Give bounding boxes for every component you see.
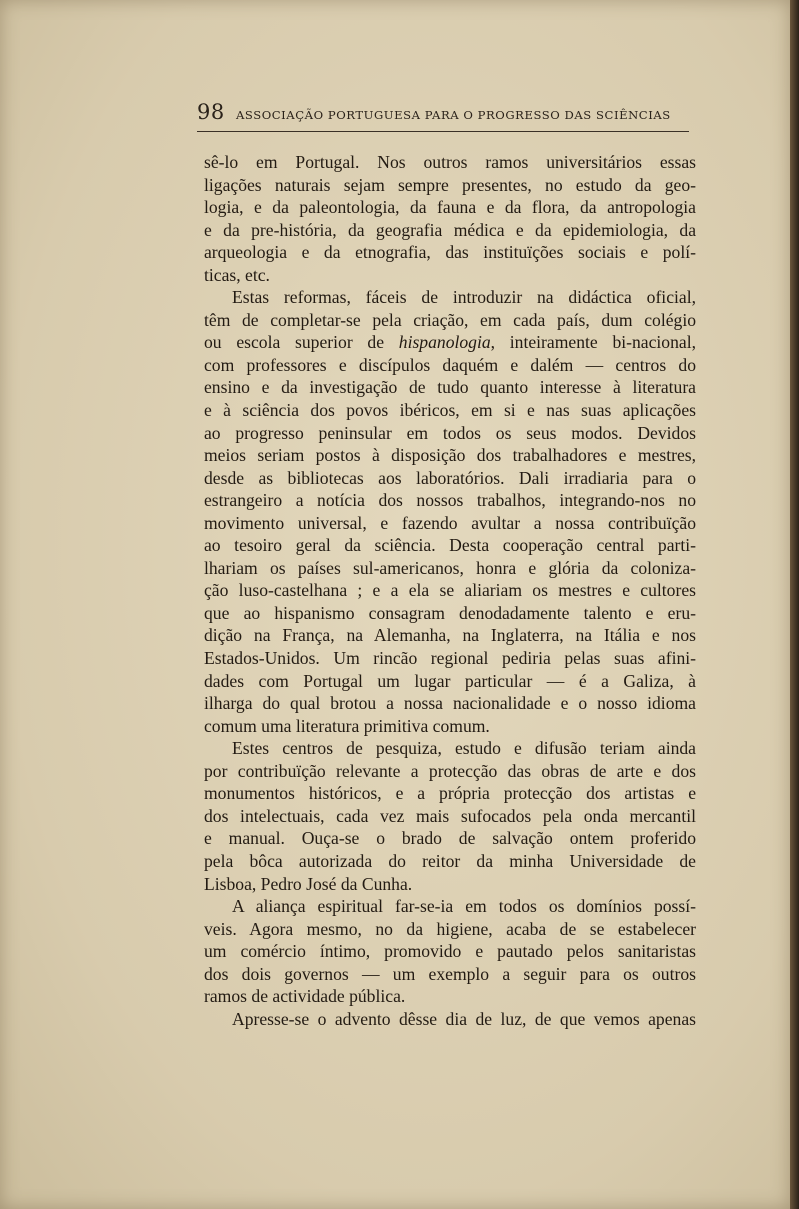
text-line: ção luso-castelhana ; e a ela se aliariam os mestres e cultores <box>204 580 696 601</box>
text-line: estrangeiro a notícia dos nossos trabalhos, integrando-nos no <box>204 490 696 511</box>
text-line: e à sciência dos povos ibéricos, em si e nas suas aplicações <box>204 400 696 421</box>
text-line: logia, e da paleontologia, da fauna e da flora, da antropologia <box>204 197 696 218</box>
text-line: Estes centros de pesquiza, estudo e difusão teriam ainda <box>232 738 696 759</box>
text-line: ao tesoiro geral da sciência. Desta cooperação central parti- <box>204 535 696 556</box>
text-line: comum uma literatura primitiva comum. <box>204 715 490 736</box>
page-edge <box>790 0 799 1209</box>
text-line: arqueologia e da etnografia, das instituïções sociais e polí- <box>204 242 696 263</box>
text-line: A aliança espiritual far-se-ia em todos os domínios possí- <box>232 896 696 917</box>
text-line: ilharga do qual brotou a nossa nacionalidade e o nosso idioma <box>204 693 696 714</box>
text-line: ao progresso peninsular em todos os seus modos. Devidos <box>204 422 696 443</box>
text-line: movimento universal, e fazendo avultar a nossa contribuïção <box>204 512 696 533</box>
text-line: que ao hispanismo consagram denodadamente talento e eru- <box>204 602 696 623</box>
text-line: pela bôca autorizada do reitor da minha Universidade de <box>204 850 696 871</box>
text-line: monumentos históricos, e a própria protecção dos artistas e <box>204 783 696 804</box>
text-line: ticas, etc. <box>204 264 270 285</box>
text-line: lhariam os países sul-americanos, honra e glória da coloniza- <box>204 557 696 578</box>
text-line: desde as bibliotecas aos laboratórios. Dali irradiaria para o <box>204 467 696 488</box>
text-line: têm de completar-se pela criação, em cada país, dum colégio <box>204 309 696 330</box>
page-number: 98 <box>197 100 225 124</box>
header-rule <box>197 131 689 132</box>
text-line: sê-lo em Portugal. Nos outros ramos universitários essas <box>204 152 696 172</box>
text-line: dos intelectuais, cada vez mais sufocados pela onda mercantil <box>204 805 696 826</box>
text-line: Estas reformas, fáceis de introduzir na didáctica oficial, <box>232 287 696 308</box>
text-line: meios seriam postos à disposição dos trabalhadores e mestres, <box>204 445 696 466</box>
text-line: dos dois governos — um exemplo a seguir para os outros <box>204 963 696 984</box>
text-line: ou escola superior de hispanologia, inteiramente bi-nacional, <box>204 332 696 353</box>
text-line: e da pre-história, da geografia médica e da epidemiologia, da <box>204 219 696 240</box>
text-line: veis. Agora mesmo, no da higiene, acaba de se estabelecer <box>204 918 696 939</box>
running-title: ASSOCIAÇÃO PORTUGUESA PARA O PROGRESSO DAS SCIÊNCIAS <box>236 108 671 122</box>
text-line: ramos de actividade pública. <box>204 986 406 1007</box>
text-line: por contribuïção relevante a protecção das obras de arte e dos <box>204 760 696 781</box>
text-line: ligações naturais sejam sempre presentes, no estudo da geo- <box>204 174 696 195</box>
text-line: com professores e discípulos daquém e dalém — centros do <box>204 354 696 375</box>
text-line: Estados-Unidos. Um rincão regional pediria pelas suas afini- <box>204 648 696 669</box>
italic-term: hispanologia <box>398 332 491 353</box>
text-line: dades com Portugal um lugar particular — é a Galiza, à <box>204 670 696 691</box>
text-line: um comércio íntimo, promovido e pautado pelos sanitaristas <box>204 941 696 962</box>
text-line: Lisboa, Pedro José da Cunha. <box>204 873 413 894</box>
page-header <box>197 100 687 130</box>
text-line: Apresse-se o advento dêsse dia de luz, de que vemos apenas <box>232 1008 696 1029</box>
text-line: e manual. Ouça-se o brado de salvação ontem proferido <box>204 828 696 849</box>
text-line: dição na França, na Alemanha, na Inglaterra, na Itália e nos <box>204 625 696 646</box>
body-text <box>204 151 696 1030</box>
text-line: ensino e da investigação de tudo quanto interesse à literatura <box>204 377 696 398</box>
